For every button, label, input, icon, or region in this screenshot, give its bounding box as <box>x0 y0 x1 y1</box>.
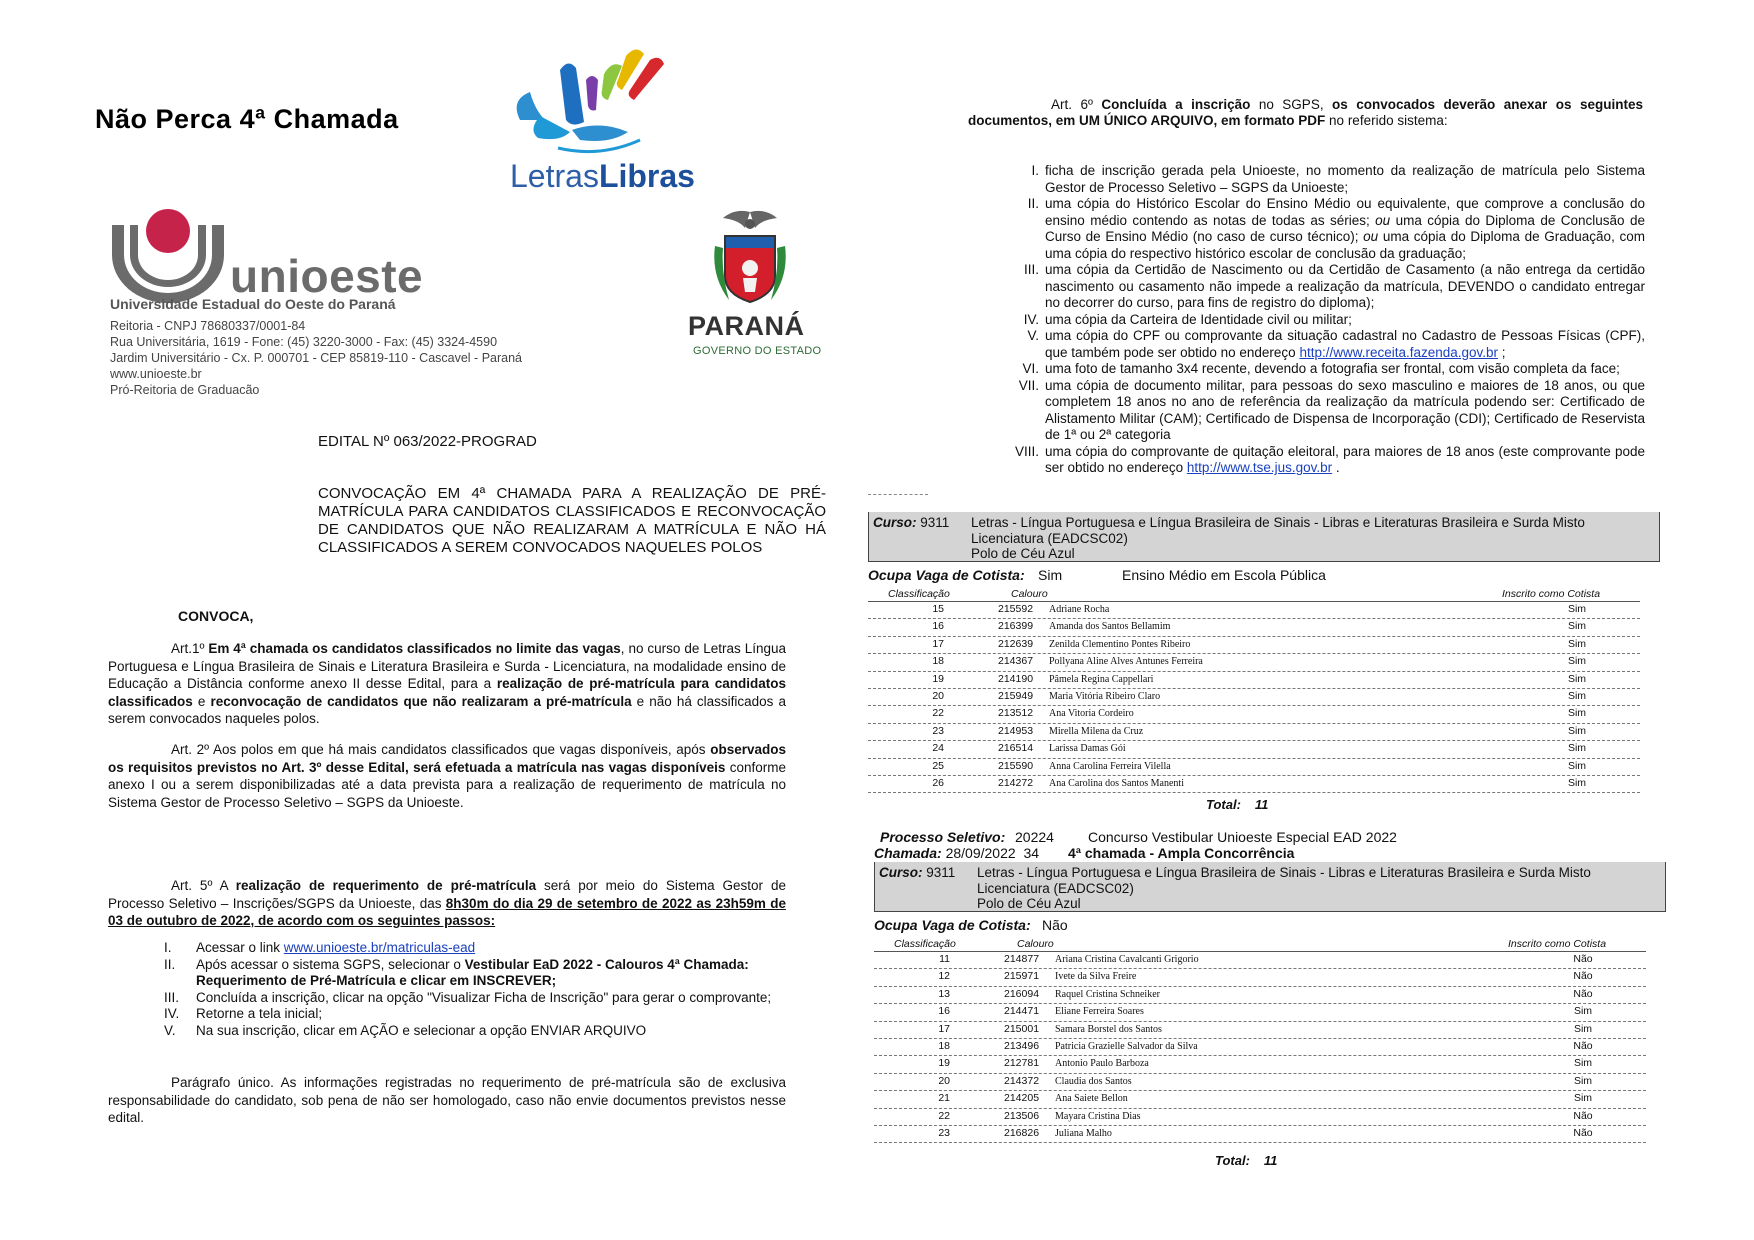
cotista-line: Ocupa Vaga de Cotista: Sim Ensino Médio em Escola Pública <box>868 567 1326 583</box>
row-calouro-name: Ivete da Silva Freire <box>1055 971 1137 983</box>
university-address: Reitoria - CNPJ 78680337/0001-84 Rua Universitária, 1619 - Fone: (45) 3220-3000 - Fax: (45) 3324-4590 Jardim Universitário - Cx. P. 000701 - CEP 85819-110 - Cascavel - Paraná www.unioeste.br Pró-Reitoria de Graduacão <box>110 319 522 397</box>
row-calouro-name: Ana Carolina dos Santos Manenti <box>1049 777 1184 789</box>
row-calouro-name: Mayara Cristina Dias <box>1055 1110 1141 1122</box>
edital-number: EDITAL Nº 063/2022-PROGRAD <box>318 433 537 450</box>
table-row <box>868 689 1640 706</box>
table-row <box>874 1022 1646 1039</box>
table-row <box>874 1056 1646 1073</box>
row-classification: 22 <box>938 1109 950 1122</box>
headline: Não Perca 4ª Chamada <box>95 104 399 134</box>
convoca-heading: CONVOCA, <box>178 608 254 624</box>
row-calouro-id: 216399 <box>998 620 1034 633</box>
row-calouro-id: 216826 <box>1004 1126 1040 1139</box>
letras-libras-hand-icon <box>500 40 700 160</box>
tse-link[interactable]: http://www.tse.jus.gov.br <box>1186 460 1333 475</box>
table-row <box>868 654 1640 671</box>
row-classification: 16 <box>938 1005 950 1018</box>
table-row <box>868 759 1640 776</box>
step-item: II. Após acessar o sistema SGPS, selecionar o Vestibular EaD 2022 - Calouros 4ª Chamada: Requerimento de Pré-Matrícula e clicar em INSCREVER; <box>164 956 749 988</box>
row-classification: 11 <box>939 953 950 965</box>
row-cotista: Sim <box>1567 742 1587 755</box>
table-row <box>868 672 1640 689</box>
curso-header: Curso: 9311 Letras - Língua Portuguesa e Língua Brasileira de Sinais - Libras e Literaturas Brasileira e Surda Misto Licenciatura (EADCSC02) Polo de Céu Azul <box>868 512 1660 562</box>
step-item: I. Acessar o link www.unioeste.br/matriculas-ead <box>164 940 476 955</box>
table-row <box>874 952 1646 969</box>
table-row <box>874 1091 1646 1108</box>
unioeste-emblem-icon <box>108 205 228 305</box>
row-cotista: Sim <box>1567 620 1587 633</box>
table-row <box>874 1109 1646 1126</box>
table-body <box>874 952 1646 1143</box>
step-item: IV. Retorne a tela inicial; <box>164 1006 323 1021</box>
table-row <box>868 602 1640 619</box>
row-calouro-id: 214372 <box>1004 1074 1040 1087</box>
row-calouro-id: 216094 <box>1004 987 1040 1000</box>
row-calouro-id: 213512 <box>998 707 1034 720</box>
row-cotista: Não <box>1573 1126 1593 1139</box>
row-calouro-name: Juliana Malho <box>1055 1127 1112 1139</box>
article-2: Art. 2º Aos polos em que há mais candidatos classificados que vagas disponíveis, após observados os requisitos previstos no Art. 3º desse Edital, será efetuada a matrícula nas vagas disponíveis conforme anexo I ou a serem disponibilizadas até a data prevista para a realização de requerimento de matrícula no Sistema Gestor de Processo Seletivo – SGPS da Unioeste. <box>108 742 787 810</box>
row-classification: 22 <box>932 707 944 720</box>
row-classification: 17 <box>938 1022 950 1035</box>
row-cotista: Não <box>1573 987 1593 1000</box>
edital-title: CONVOCAÇÃO EM 4ª CHAMADA PARA A REALIZAÇÃO DE PRÉ-MATRÍCULA PARA CANDIDATOS CLASSIFICADOS E RECONVOCAÇÃO DE CANDIDATOS QUE NÃO REALIZARAM A MATRÍCULA E NÃO HÁ CLASSIFICADOS A SEREM CONVOCADOS NAQUELES POLOS <box>318 485 826 556</box>
row-cotista: Sim <box>1567 689 1587 702</box>
row-calouro-id: 214367 <box>998 655 1034 668</box>
chamada-line: Chamada: 28/09/2022 34 4ª chamada - Ampla Concorrência <box>874 845 1295 861</box>
row-calouro-id: 214877 <box>1004 953 1040 965</box>
letras-libras-logo <box>500 40 700 205</box>
row-calouro-name: Zenilda Clementino Pontes Ribeiro <box>1049 638 1191 650</box>
table-row <box>874 1074 1646 1091</box>
article-6: Art. 6º Concluída a inscrição no SGPS, os convocados deverão anexar os seguintes documentos, em UM ÚNICO ARQUIVO, em formato PDF no referido sistema: <box>968 97 1643 128</box>
row-cotista: Não <box>1573 953 1593 965</box>
row-classification: 16 <box>932 620 944 633</box>
row-cotista: Sim <box>1567 776 1587 789</box>
cut-divider <box>868 494 928 495</box>
row-cotista: Sim <box>1567 707 1587 720</box>
row-calouro-id: 215592 <box>998 603 1034 615</box>
row-cotista: Sim <box>1567 672 1587 685</box>
row-calouro-id: 212781 <box>1004 1057 1040 1070</box>
row-classification: 20 <box>932 689 944 702</box>
table-body <box>868 602 1640 793</box>
document-item: III. uma cópia da Certidão de Nascimento ou da Certidão de Casamento (a não entrega da certidão nascimento ou casamento não impede a realização da matrícula, DEVENDO o candidato entregar no decorrer do curso, para fins de registro do diploma); <box>1023 262 1645 310</box>
university-name: Universidade Estadual do Oeste do Paraná <box>110 296 396 312</box>
row-calouro-id: 214953 <box>998 724 1034 737</box>
document-item: IV. uma cópia da Carteira de Identidade civil ou militar; <box>1023 311 1352 327</box>
row-calouro-id: 214190 <box>998 672 1034 685</box>
row-classification: 23 <box>938 1126 950 1139</box>
document-item: VII. uma cópia de documento militar, para pessoas do sexo masculino e maiores de 18 anos, ou que completem 18 anos no ano de referência da realização da matrícula podendo ser: Certificado de Alistamento Militar (CAM); Certificado de Dispensa de Incorporação (CDI); Certificado de Reservista de 1ª ou 2ª categoria <box>1018 377 1645 442</box>
row-calouro-name: Raquel Cristina Schneiker <box>1055 988 1160 1000</box>
table-row <box>874 1039 1646 1056</box>
row-calouro-id: 215949 <box>998 689 1034 702</box>
row-calouro-name: Ana Saiete Bellon <box>1055 1093 1128 1105</box>
row-classification: 25 <box>932 759 944 772</box>
cotista-line: Ocupa Vaga de Cotista: Não <box>874 917 1068 933</box>
table-total: Total: 11 <box>1215 1153 1278 1168</box>
document-item: VI. uma foto de tamanho 3x4 recente, devendo a fotografia ser frontal, com visão completa da face; <box>1022 361 1620 376</box>
row-cotista: Não <box>1573 970 1593 983</box>
row-calouro-id: 215001 <box>1004 1022 1040 1035</box>
row-cotista: Sim <box>1573 1022 1593 1035</box>
row-calouro-id: 214272 <box>998 776 1034 789</box>
table-row <box>874 969 1646 986</box>
letras-libras-wordmark: LetrasLibras <box>510 158 695 194</box>
row-calouro-name: Claudia dos Santos <box>1055 1075 1132 1087</box>
row-calouro-name: Amanda dos Santos Bellamim <box>1049 621 1171 633</box>
row-classification: 18 <box>938 1039 950 1052</box>
row-calouro-name: Pollyana Aline Alves Antunes Ferreira <box>1049 656 1203 668</box>
step-item: III. Concluída a inscrição, clicar na opção "Visualizar Ficha de Inscrição" para gerar o comprovante; <box>164 989 772 1005</box>
row-classification: 20 <box>938 1074 950 1087</box>
row-classification: 12 <box>938 970 950 983</box>
row-cotista: Sim <box>1567 759 1587 772</box>
row-cotista: Sim <box>1567 603 1587 615</box>
row-classification: 13 <box>938 987 950 1000</box>
curso-header: Curso: 9311 Letras - Língua Portuguesa e Língua Brasileira de Sinais - Libras e Literaturas Brasileira e Surda Misto Licenciatura (EADCSC02) Polo de Céu Azul <box>874 862 1666 912</box>
row-classification: 19 <box>932 672 944 685</box>
row-calouro-id: 215971 <box>1004 970 1040 983</box>
article-5: Art. 5º A realização de requerimento de pré-matrícula será por meio do Sistema Gestor de Processo Seletivo – Inscrições/SGPS da Unioeste, das 8h30m do dia 29 de setembro de 2022 as 23h59m de 03 de outubro de 2022, de acordo com os seguintes passos: <box>108 878 786 928</box>
row-classification: 23 <box>932 724 944 737</box>
document-item: I. ficha de inscrição gerada pela Unioeste, no momento da realização de matrícula pelo Sistema Gestor de Processo Seletivo – SGPS da Unioeste; <box>1031 163 1645 195</box>
row-cotista: Sim <box>1573 1057 1593 1070</box>
table-row <box>868 776 1640 793</box>
row-calouro-id: 215590 <box>998 759 1034 772</box>
paragrafo-unico: Parágrafo único. As informações registradas no requerimento de pré-matrícula são de exclusiva responsabilidade do candidato, sob pena de não ser homologado, caso não envie documentos previstos nesse edital. <box>108 1075 786 1125</box>
row-calouro-name: Ariana Cristina Cavalcanti Grigorio <box>1055 954 1199 965</box>
table-row <box>868 706 1640 723</box>
row-calouro-id: 213496 <box>1004 1039 1040 1052</box>
row-cotista: Sim <box>1573 1092 1593 1105</box>
row-calouro-id: 214471 <box>1004 1005 1040 1018</box>
row-cotista: Sim <box>1573 1074 1593 1087</box>
row-cotista: Sim <box>1573 1005 1593 1018</box>
row-classification: 19 <box>938 1057 950 1070</box>
documents-list <box>1005 163 1645 477</box>
table-row <box>874 987 1646 1004</box>
row-classification: 15 <box>932 603 944 615</box>
parana-coat-of-arms-icon <box>705 206 795 316</box>
table-row <box>868 724 1640 741</box>
row-classification: 26 <box>932 776 944 789</box>
row-calouro-name: Ana Vitoria Cordeiro <box>1049 708 1134 720</box>
row-calouro-id: 216514 <box>998 742 1034 755</box>
table-row <box>868 637 1640 654</box>
row-calouro-name: Pâmela Regina Cappellari <box>1049 673 1154 685</box>
row-cotista: Sim <box>1567 724 1587 737</box>
row-calouro-name: Patricia Grazielle Salvador da Silva <box>1055 1040 1198 1052</box>
document-item: V. uma cópia do CPF ou comprovante da situação cadastral no Cadastro de Pessoas Físicas (CPF), que também pode ser obtido no endereço http://www.receita.fazenda.gov.br ; <box>1027 328 1645 360</box>
row-cotista: Sim <box>1567 637 1587 650</box>
row-calouro-name: Samara Borstel dos Santos <box>1055 1023 1162 1035</box>
row-calouro-id: 214205 <box>1004 1092 1040 1105</box>
receita-link[interactable]: http://www.receita.fazenda.gov.br <box>1299 344 1499 360</box>
parana-subtitle: GOVERNO DO ESTADO <box>693 345 822 357</box>
row-cotista: Não <box>1573 1109 1593 1122</box>
row-calouro-name: Antonio Paulo Barboza <box>1055 1058 1149 1070</box>
article-1: Art.1º Em 4ª chamada os candidatos classificados no limite das vagas, no curso de Letras Língua Portuguesa e Língua Brasileira de Sinais e Literatura Brasileira e Surda - Licenciatura, na modalidade ensino de Educação a Distância conforme anexo II desse Edital, para a realização de pré-matrícula para candidatos classificados e reconvocação de candidatos que não realizaram a pré-matrícula e não há classificados a serem convocados naqueles polos. <box>108 641 787 726</box>
steps-list <box>148 940 788 1039</box>
table-row <box>868 619 1640 636</box>
parana-wordmark: PARANÁ <box>688 311 805 341</box>
row-calouro-name: Adriane Rocha <box>1049 604 1110 615</box>
document-item: VIII. uma cópia do comprovante de quitação eleitoral, para maiores de 18 anos (este comprovante pode ser obtido no endereço http://www.tse.jus.gov.br . <box>1014 443 1645 475</box>
row-cotista: Não <box>1573 1039 1593 1052</box>
row-calouro-id: 212639 <box>998 637 1034 650</box>
row-calouro-name: Larissa Damas Gói <box>1049 743 1126 755</box>
unioeste-wordmark: unioeste <box>230 250 424 302</box>
row-calouro-name: Mirella Milena da Cruz <box>1049 725 1144 737</box>
table-row <box>874 1004 1646 1021</box>
document-item: II. uma cópia do Histórico Escolar do Ensino Médio ou equivalente, que comprove a conclusão do ensino médio contendo as notas de todas as séries; ou uma cópia do Diploma de Conclusão de Curso de Ensino Médio (no caso de curso técnico); ou uma cópia do Diploma de Graduação, com uma cópia do respectivo histórico escolar de conclusão da graduação; <box>1027 196 1645 261</box>
row-classification: 17 <box>932 637 944 650</box>
row-classification: 24 <box>932 742 944 755</box>
table-row <box>874 1126 1646 1143</box>
row-calouro-name: Anna Carolina Ferreira Vilella <box>1049 760 1171 772</box>
row-cotista: Sim <box>1567 655 1587 668</box>
table-total: Total: 11 <box>1206 797 1269 812</box>
row-calouro-name: Eliane Ferreira Soares <box>1055 1006 1144 1018</box>
row-classification: 18 <box>932 655 944 668</box>
step-item: V. Na sua inscrição, clicar em AÇÃO e selecionar a opção ENVIAR ARQUIVO <box>164 1022 647 1038</box>
row-calouro-name: Maria Vitória Ribeiro Claro <box>1049 690 1161 702</box>
row-classification: 21 <box>938 1092 950 1105</box>
processo-seletivo: Processo Seletivo: 20224 Concurso Vestibular Unioeste Especial EAD 2022 <box>880 829 1397 845</box>
matriculas-ead-link[interactable]: www.unioeste.br/matriculas-ead <box>283 940 476 955</box>
table-row <box>868 741 1640 758</box>
row-calouro-id: 213506 <box>1004 1109 1040 1122</box>
